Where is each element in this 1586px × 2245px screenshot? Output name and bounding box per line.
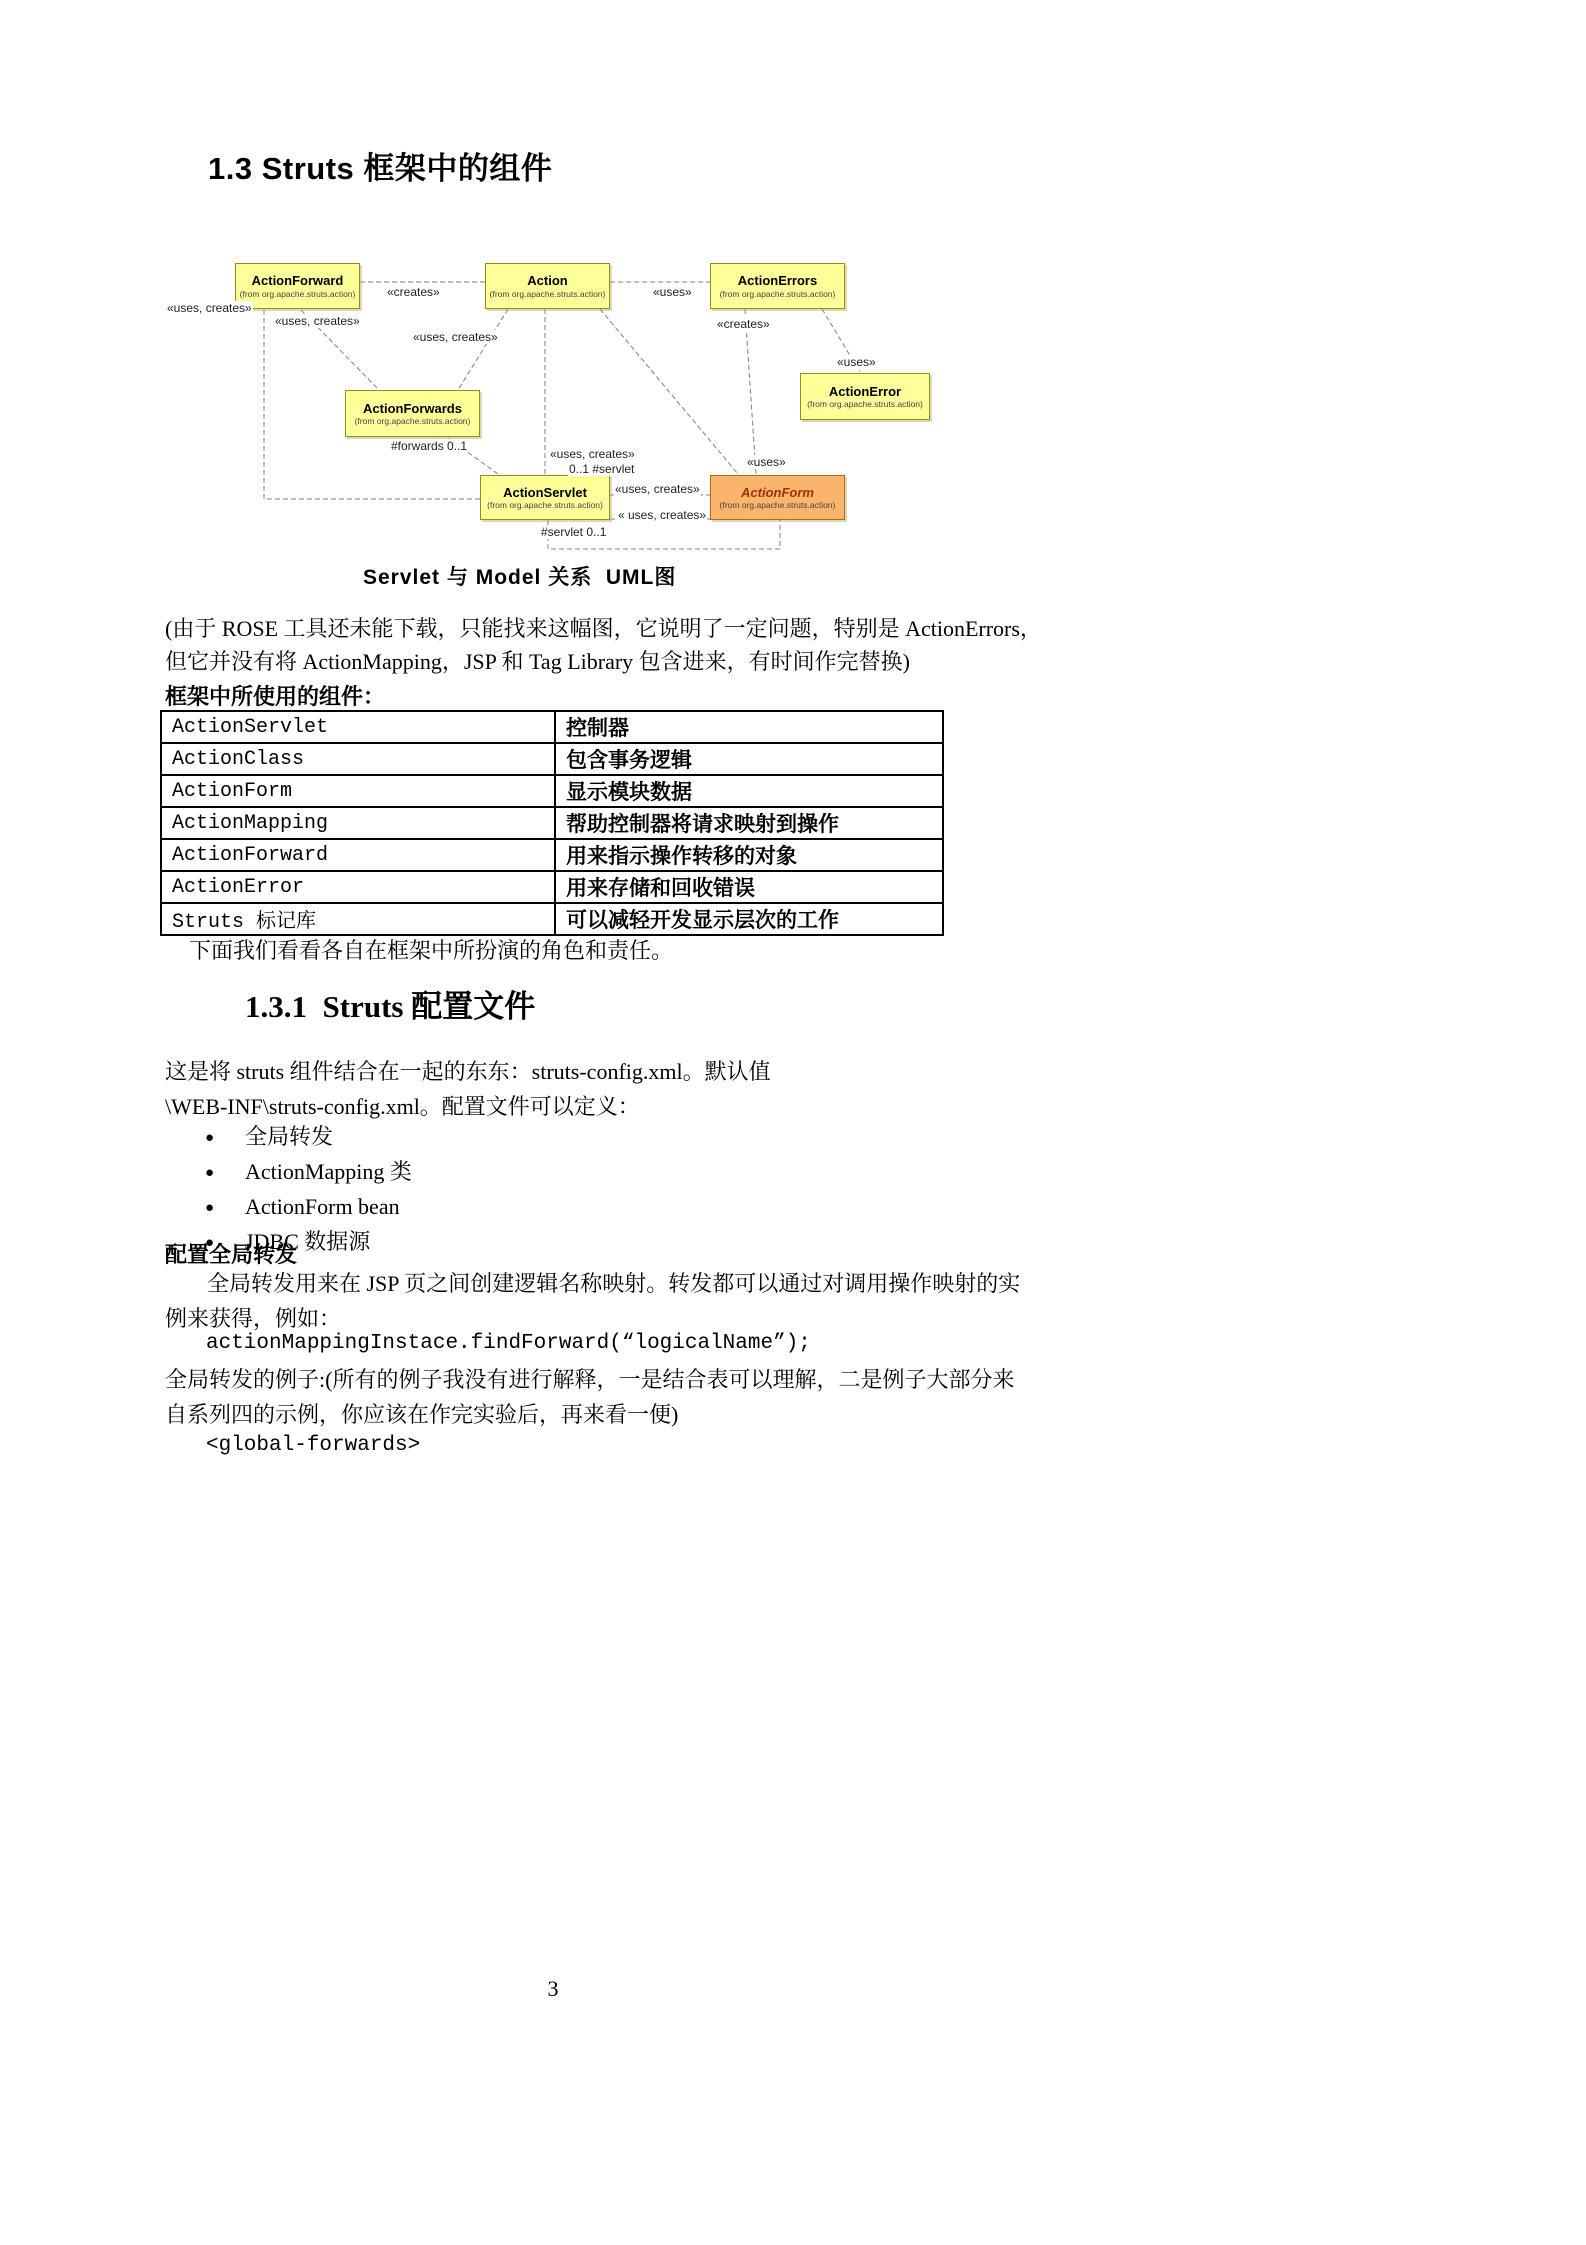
- uml-multiplicity-label: #servlet 0..1: [541, 525, 607, 539]
- table-cell-description: 包含事务逻辑: [555, 743, 943, 775]
- table-row: [161, 839, 943, 871]
- uml-box-package: (from org.apache.struts.action): [239, 288, 356, 299]
- paragraph-line: 全局转发用来在 JSP 页之间创建逻辑名称映射。转发都可以通过对调用操作映射的实: [207, 1271, 1021, 1296]
- uml-box-actionerror: [800, 373, 930, 420]
- table-cell-component: ActionForm: [161, 775, 555, 807]
- uml-edge-label: «creates»: [717, 317, 770, 331]
- uml-edge-label: « uses, creates»: [618, 508, 707, 522]
- uml-edge-label: «uses, creates»: [615, 482, 700, 496]
- uml-box-title: ActionError: [828, 383, 902, 399]
- uml-box-actionservlet: [480, 475, 610, 520]
- global-forward-heading: 配置全局转发: [165, 1242, 298, 1267]
- uml-box-package: (from org.apache.struts.action): [807, 399, 923, 410]
- table-cell-component: ActionServlet: [161, 711, 555, 743]
- components-label: 框架中所使用的组件：: [165, 684, 386, 709]
- table-cell-component: ActionClass: [161, 743, 555, 775]
- figure-caption: Servlet 与 Model 关系 UML图: [363, 566, 677, 589]
- uml-box-package: (from org.apache.struts.action): [487, 500, 603, 511]
- table-row: [161, 871, 943, 903]
- list-item: ● ActionForm bean: [205, 1190, 412, 1225]
- table-row: [161, 775, 943, 807]
- uml-edge-label: «uses»: [747, 455, 786, 469]
- uml-box-package: (from org.apache.struts.action): [719, 500, 836, 511]
- list-item: ● JDBC 数据源: [205, 1225, 412, 1260]
- paragraph-line: 全局转发的例子:(所有的例子我没有进行解释，一是结合表可以理解，二是例子大部分来: [165, 1367, 1015, 1392]
- paragraph-line: 这是将 struts 组件结合在一起的东东：struts-config.xml。默认值: [165, 1059, 771, 1084]
- uml-diagram: [168, 252, 960, 564]
- uml-box-title: ActionServlet: [503, 484, 587, 500]
- paragraph-line: \WEB-INF\struts-config.xml。配置文件可以定义：: [165, 1094, 640, 1119]
- table-row: [161, 711, 943, 743]
- table-cell-description: 帮助控制器将请求映射到操作: [555, 807, 943, 839]
- list-item: ● 全局转发: [205, 1120, 412, 1155]
- uml-box-action: [485, 263, 610, 309]
- table-cell-description: 控制器: [555, 711, 943, 743]
- uml-box-title: ActionForward: [251, 273, 344, 289]
- uml-box-package: (from org.apache.struts.action): [354, 416, 471, 427]
- uml-edge-label: «uses»: [653, 285, 692, 299]
- table-row: [161, 903, 943, 935]
- table-cell-component: ActionMapping: [161, 807, 555, 839]
- uml-box-title: Action: [527, 273, 568, 289]
- table-cell-description: 显示模块数据: [555, 775, 943, 807]
- uml-box-actionerrors: [710, 263, 845, 309]
- uml-edge-label: «uses, creates»: [550, 447, 635, 461]
- code-line-global-forwards: <global-forwards>: [206, 1434, 421, 1457]
- paragraph-line: 自系列四的示例，你应该在作完实验后，再来看一便): [165, 1402, 679, 1427]
- table-cell-component: Struts 标记库: [161, 903, 555, 935]
- subsection-heading: 1.3.1 Struts 配置文件: [245, 989, 536, 1024]
- components-table: [160, 710, 944, 936]
- table-cell-description: 用来指示操作转移的对象: [555, 839, 943, 871]
- code-line-findforward: actionMappingInstace.findForward(“logicalName”);: [206, 1332, 811, 1355]
- table-cell-component: ActionError: [161, 871, 555, 903]
- paragraph-line: (由于 ROSE 工具还未能下载，只能找来这幅图，它说明了一定问题，特别是 ActionErrors，: [165, 616, 1042, 641]
- uml-edge-label: «uses, creates»: [167, 301, 252, 315]
- paragraph-line: 例来获得，例如：: [165, 1306, 342, 1331]
- uml-box-title: ActionErrors: [737, 273, 818, 289]
- table-cell-description: 可以减轻开发显示层次的工作: [555, 903, 943, 935]
- uml-box-actionforward: [235, 263, 360, 309]
- uml-edge-label: «creates»: [387, 285, 440, 299]
- closing-line: 下面我们看看各自在框架中所扮演的角色和责任。: [189, 938, 674, 963]
- paragraph-line: 但它并没有将 ActionMapping，JSP 和 Tag Library 包含进来，有时间作完替换): [165, 649, 910, 674]
- uml-edge-label: «uses, creates»: [413, 330, 498, 344]
- table-cell-component: ActionForward: [161, 839, 555, 871]
- example-paragraph: [165, 1362, 1014, 1432]
- table-row: [161, 807, 943, 839]
- global-forward-paragraph: [165, 1266, 1020, 1336]
- uml-box-package: (from org.apache.struts.action): [719, 288, 836, 299]
- uml-edge-label: «uses»: [837, 355, 876, 369]
- page-number: 3: [547, 1976, 559, 2001]
- uml-box-actionform: [710, 475, 845, 520]
- note-paragraph: [165, 612, 1042, 678]
- uml-box-title: ActionForm: [741, 484, 814, 500]
- table-cell-description: 用来存储和回收错误: [555, 871, 943, 903]
- uml-box-actionforwards: [345, 390, 480, 437]
- config-paragraph: [165, 1054, 771, 1124]
- uml-edge-label: «uses, creates»: [275, 314, 360, 328]
- uml-box-package: (from org.apache.struts.action): [489, 288, 606, 299]
- uml-multiplicity-label: 0..1 #servlet: [569, 462, 635, 476]
- uml-box-title: ActionForwards: [363, 400, 462, 416]
- table-row: [161, 743, 943, 775]
- list-item: ● ActionMapping 类: [205, 1155, 412, 1190]
- section-heading: 1.3 Struts 框架中的组件: [208, 151, 553, 186]
- uml-multiplicity-label: #forwards 0..1: [391, 439, 468, 453]
